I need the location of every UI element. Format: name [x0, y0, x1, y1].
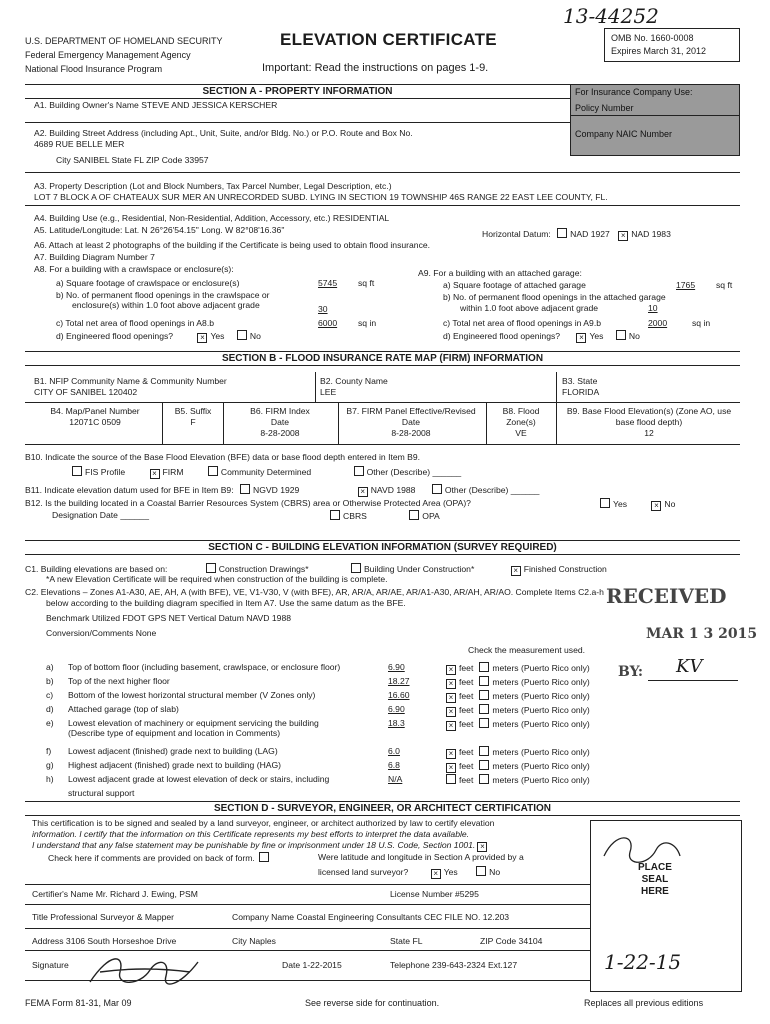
- meters-checkbox[interactable]: [479, 774, 489, 784]
- meters-label: meters (Puerto Rico only): [492, 775, 590, 785]
- omb-box: [604, 28, 740, 62]
- latlong-q2-label: licensed land surveyor?: [318, 867, 409, 877]
- meters-checkbox[interactable]: [479, 704, 489, 714]
- a2-address-value: 4689 RUE BELLE MER: [34, 139, 125, 149]
- elevation-label: Top of bottom floor (including basement, crawlspace, or enclosure floor): [68, 662, 341, 672]
- c1-note: *A new Elevation Certificate will be required when construction of the building is complete.: [46, 574, 388, 584]
- b8-value: VE: [515, 428, 527, 438]
- a2-city-state-zip: City SANIBEL State FL ZIP Code 33957: [56, 155, 209, 165]
- elevation-letter: h): [46, 774, 54, 784]
- latlong-no-label: No: [489, 867, 501, 877]
- b8-cell: [490, 406, 552, 439]
- b1-label: B1. NFIP Community Name & Community Number: [34, 376, 227, 386]
- meters-label: meters (Puerto Rico only): [492, 691, 590, 701]
- elevation-letter: f): [46, 746, 52, 756]
- a9a-label: a) Square footage of attached garage: [443, 280, 586, 290]
- a9c-value: 2000: [648, 318, 668, 328]
- latlong-q1: Were latitude and longitude in Section A provided by a: [318, 852, 524, 862]
- b3-label: B3. State: [562, 376, 598, 386]
- place-seal-line: HERE: [641, 886, 669, 897]
- a8c-value: 6000: [318, 318, 338, 328]
- a7-diagram: A7. Building Diagram Number 7: [34, 252, 155, 262]
- a8d-no-label: No: [249, 331, 261, 341]
- comments-checkbox[interactable]: [259, 852, 269, 862]
- a9b-label2: within 1.0 foot above adjacent grade: [460, 303, 599, 313]
- feet-label: feet: [459, 691, 474, 701]
- b7-label: B7. FIRM Panel Effective/Revised Date: [346, 406, 476, 427]
- cert-text-1: This certification is to be signed and sealed by a land surveyor, engineer, or architect authorized by law to certify elevation: [32, 818, 495, 828]
- elevation-value: 18.3: [388, 718, 405, 728]
- b8-label: B8. Flood Zone(s): [502, 406, 540, 427]
- section-a-title: SECTION A - PROPERTY INFORMATION: [25, 84, 570, 99]
- feet-checkbox[interactable]: ×: [446, 693, 456, 703]
- a9d-no-label: No: [628, 331, 640, 341]
- elevation-label: Bottom of the lowest horizontal structural member (V Zones only): [68, 690, 316, 700]
- b12-yes-label: Yes: [613, 499, 628, 509]
- section-d-title: SECTION D - SURVEYOR, ENGINEER, OR ARCHITECT CERTIFICATION: [25, 801, 740, 816]
- agency-line: U.S. DEPARTMENT OF HOMELAND SECURITY: [25, 36, 223, 46]
- insurance-use-label: For Insurance Company Use:: [575, 87, 693, 97]
- a5-latlong: A5. Latitude/Longitude: Lat. N 26°26'54.15" Long. W 82°08'16.36": [34, 225, 285, 235]
- agency-line: National Flood Insurance Program: [25, 64, 163, 74]
- a9a-value: 1765: [676, 280, 696, 290]
- cbrs-opa: [330, 510, 440, 521]
- meters-label: meters (Puerto Rico only): [492, 677, 590, 687]
- omb-expires: Expires March 31, 2012: [611, 46, 707, 56]
- elevation-letter: g): [46, 760, 54, 770]
- received-date: MAR 1 3 2015: [646, 626, 758, 642]
- feet-label: feet: [459, 705, 474, 715]
- community-checkbox[interactable]: [208, 466, 218, 476]
- elevation-label: Highest adjacent (finished) grade next to building (HAG): [68, 760, 282, 770]
- firm-checkbox[interactable]: ×: [150, 469, 160, 479]
- other-datum-label: Other (Describe) ______: [444, 485, 540, 495]
- seal-signature-scribble: [596, 826, 686, 876]
- a9d-yes-label: Yes: [589, 331, 604, 341]
- place-seal-line: SEAL: [641, 874, 669, 885]
- a9d: [443, 330, 640, 343]
- finished-construction-label: Finished Construction: [523, 564, 607, 574]
- navd-label: NAVD 1988: [370, 485, 416, 495]
- license-number: License Number #5295: [390, 889, 479, 899]
- meters-label: meters (Puerto Rico only): [492, 747, 590, 757]
- omb-number: OMB No. 1660-0008: [611, 33, 694, 43]
- latlong-q2-row: [318, 866, 500, 879]
- address: Address 3106 South Horseshoe Drive: [32, 936, 177, 946]
- zip-code: ZIP Code 34104: [480, 936, 543, 946]
- latlong-yes-checkbox[interactable]: ×: [431, 869, 441, 879]
- received-by: BY:: [618, 664, 644, 680]
- a9b-label: b) No. of permanent flood openings in the attached garage: [443, 292, 666, 302]
- naic-number-label: Company NAIC Number: [575, 129, 673, 139]
- b9-value: 12: [644, 428, 654, 438]
- elevation-unit: [446, 690, 590, 703]
- signature-label: Signature: [32, 960, 69, 970]
- a9d-label: d) Engineered flood openings?: [443, 331, 561, 341]
- nad1927-checkbox[interactable]: [557, 228, 567, 238]
- elevation-unit: [446, 760, 590, 773]
- b6-value: 8-28-2008: [260, 428, 300, 438]
- a8d: [56, 330, 261, 343]
- cert-text-3: [32, 840, 490, 852]
- under-construction-label: Building Under Construction*: [363, 564, 475, 574]
- b4-label: B4. Map/Panel Number: [50, 406, 140, 416]
- b5-value: F: [190, 417, 196, 427]
- latlong-yes-label: Yes: [443, 867, 458, 877]
- city: City Naples: [232, 936, 276, 946]
- community-label: Community Determined: [220, 467, 312, 477]
- b12-no-checkbox[interactable]: ×: [651, 501, 661, 511]
- b7-cell: [340, 406, 482, 439]
- nad1983-checkbox[interactable]: ×: [618, 231, 628, 241]
- seal-hand-date: 1-22-15: [604, 950, 682, 974]
- a8d-label: d) Engineered flood openings?: [56, 331, 174, 341]
- meters-label: meters (Puerto Rico only): [492, 705, 590, 715]
- fis-profile-label: FIS Profile: [85, 467, 126, 477]
- telephone: Telephone 239-643-2324 Ext.127: [390, 960, 518, 970]
- a8-label: A8. For a building with a crawlspace or enclosure(s):: [34, 264, 234, 274]
- c2h-sub: structural support: [68, 788, 135, 798]
- a8d-yes-checkbox[interactable]: ×: [197, 333, 207, 343]
- ngvd-label: NGVD 1929: [252, 485, 300, 495]
- opa-label: OPA: [422, 511, 440, 521]
- signature-scribble: [80, 942, 210, 998]
- b10-options: [72, 466, 461, 479]
- b4-value: 12071C 0509: [69, 417, 121, 427]
- a8a-label: a) Square footage of crawlspace or enclosure(s): [56, 278, 240, 288]
- received-initials: KV: [676, 656, 703, 677]
- feet-checkbox[interactable]: [446, 774, 456, 784]
- nad1927-label: NAD 1927: [570, 229, 610, 239]
- b12-yes-checkbox[interactable]: [600, 498, 610, 508]
- a8a-unit: sq ft: [358, 278, 375, 288]
- a4-building-use: A4. Building Use (e.g., Residential, Non-Residential, Addition, Accessory, etc.) RESIDENTIAL: [34, 213, 390, 223]
- other-datum-checkbox[interactable]: [432, 484, 442, 494]
- meters-checkbox[interactable]: [479, 760, 489, 770]
- continuation-note: See reverse side for continuation.: [305, 998, 440, 1008]
- a8b-label: b) No. of permanent flood openings in the crawlspace or: [56, 290, 270, 300]
- meters-checkbox[interactable]: [479, 690, 489, 700]
- handwritten-number: 13-44252: [563, 4, 659, 28]
- benchmark: Benchmark Utilized FDOT GPS NET Vertical Datum NAVD 1988: [46, 613, 292, 623]
- a9d-yes-checkbox[interactable]: ×: [576, 333, 586, 343]
- a3-label: A3. Property Description (Lot and Block Numbers, Tax Parcel Number, Legal Description, etc.): [34, 181, 392, 191]
- instructions-note: Important: Read the instructions on pages 1-9.: [262, 62, 489, 74]
- a8d-yes-label: Yes: [210, 331, 225, 341]
- elevation-value: 6.90: [388, 662, 405, 672]
- received-stamp: RECEIVED: [606, 584, 727, 608]
- b11-label: B11. Indicate elevation datum used for BFE in Item B9:: [25, 485, 234, 495]
- elevation-value: 18.27: [388, 676, 410, 686]
- a1-owner: A1. Building Owner's Name STEVE AND JESSICA KERSCHER: [34, 100, 278, 110]
- a8b-label2: enclosure(s) within 1.0 foot above adjacent grade: [72, 300, 260, 310]
- form-number: FEMA Form 81-31, Mar 09: [25, 998, 132, 1008]
- elevation-value: 6.8: [388, 760, 400, 770]
- ngvd-checkbox[interactable]: [240, 484, 250, 494]
- elevation-unit: [446, 676, 590, 689]
- b2-label: B2. County Name: [320, 376, 388, 386]
- state: State FL: [390, 936, 423, 946]
- construction-drawings-label: Construction Drawings*: [218, 564, 309, 574]
- cbrs-label: CBRS: [343, 511, 367, 521]
- a6-photos: A6. Attach at least 2 photographs of the building if the Certificate is being used to obtain flood insurance.: [34, 240, 431, 250]
- a8c-unit: sq in: [358, 318, 377, 328]
- a2-address-label: A2. Building Street Address (including Apt., Unit, Suite, and/or Bldg. No.) or P.O. Route and Box No.: [34, 128, 413, 138]
- elevation-label: Lowest adjacent grade at lowest elevation of deck or stairs, including: [68, 774, 330, 784]
- elevation-label: Lowest elevation of machinery or equipment servicing the building: [68, 718, 319, 728]
- c1-label: C1. Building elevations are based on:: [25, 564, 168, 574]
- b12-answer: [600, 498, 675, 511]
- replaces-note: Replaces all previous editions: [584, 998, 704, 1008]
- meters-label: meters (Puerto Rico only): [492, 719, 590, 729]
- cert-acknowledge-checkbox[interactable]: ×: [477, 842, 487, 852]
- feet-checkbox[interactable]: ×: [446, 707, 456, 717]
- feet-label: feet: [459, 761, 474, 771]
- elevation-unit: [446, 746, 590, 759]
- feet-label: feet: [459, 719, 474, 729]
- elevation-letter: a): [46, 662, 54, 672]
- meters-label: meters (Puerto Rico only): [492, 761, 590, 771]
- a8d-no-checkbox[interactable]: [237, 330, 247, 340]
- feet-checkbox[interactable]: ×: [446, 721, 456, 731]
- elevation-letter: e): [46, 718, 54, 728]
- c2e-sub: (Describe type of equipment and location in Comments): [68, 728, 281, 738]
- b3-value: FLORIDA: [562, 387, 600, 397]
- c2-line2: below according to the building diagram specified in Item A7. Use the same datum as the BFE.: [46, 598, 406, 608]
- elevation-letter: c): [46, 690, 54, 700]
- a9d-no-checkbox[interactable]: [616, 330, 626, 340]
- company-name: Company Name Coastal Engineering Consultants CEC FILE NO. 12.203: [232, 912, 510, 922]
- firm-label: FIRM: [162, 467, 184, 477]
- feet-checkbox[interactable]: ×: [446, 665, 456, 675]
- elevation-value: 6.90: [388, 704, 405, 714]
- meters-label: meters (Puerto Rico only): [492, 663, 590, 673]
- a8c-label: c) Total net area of flood openings in A8.b: [56, 318, 214, 328]
- cert-text-2: information. I certify that the information on this Certificate represents my best efforts to interpret the data available.: [32, 829, 470, 839]
- elevation-letter: d): [46, 704, 54, 714]
- opa-checkbox[interactable]: [409, 510, 419, 520]
- agency-line: Federal Emergency Management Agency: [25, 50, 191, 60]
- feet-checkbox[interactable]: ×: [446, 679, 456, 689]
- b2-value: LEE: [320, 387, 337, 397]
- b6-label: B6. FIRM Index Date: [250, 406, 310, 427]
- b12-no-label: No: [664, 499, 676, 509]
- elevation-value: 6.0: [388, 746, 400, 756]
- a9c-label: c) Total net area of flood openings in A9.b: [443, 318, 601, 328]
- elevation-letter: b): [46, 676, 54, 686]
- nad1983-label: NAD 1983: [631, 229, 671, 239]
- a8a-value: 5745: [318, 278, 338, 288]
- meters-checkbox[interactable]: [479, 676, 489, 686]
- feet-checkbox[interactable]: ×: [446, 763, 456, 773]
- elevation-unit: [446, 718, 590, 731]
- other-source-label: Other (Describe) ______: [366, 467, 462, 477]
- c2-label: C2. Elevations – Zones A1-A30, AE, AH, A (with BFE), VE, V1-V30, V (with BFE), AR, AR/A, AR/AE, AR/A1-A30, AR/AH, AR/AO. Complete Items C2.a-h: [25, 587, 604, 597]
- a3-value: LOT 7 BLOCK A OF CHATEAUX SUR MER AN UNRECORDED SUBD. LYING IN SECTION 19 TOWNSHIP 46S RANGE 22 EAST LEE COUNTY, FL.: [34, 192, 608, 202]
- feet-label: feet: [459, 775, 474, 785]
- construction-drawings-checkbox[interactable]: [206, 563, 216, 573]
- b1-value: CITY OF SANIBEL 120402: [34, 387, 138, 397]
- finished-construction-checkbox[interactable]: ×: [511, 566, 521, 576]
- cert-text-3-label: I understand that any false statement may be punishable by fine or imprisonment under 18 U.S. Code, Section 1001.: [32, 840, 476, 850]
- meters-checkbox[interactable]: [479, 662, 489, 672]
- feet-label: feet: [459, 677, 474, 687]
- feet-checkbox[interactable]: ×: [446, 749, 456, 759]
- elevation-value: N/A: [388, 774, 403, 784]
- a8b-value: 30: [318, 304, 328, 314]
- b12-label: B12. Is the building located in a Coastal Barrier Resources System (CBRS) area or Otherwise Protected Area (OPA)?: [25, 498, 471, 508]
- a9c-unit: sq in: [692, 318, 711, 328]
- b5-label: B5. Suffix: [174, 406, 212, 416]
- other-source-checkbox[interactable]: [354, 466, 364, 476]
- a9b-value: 10: [648, 303, 658, 313]
- certifier-name: Certifier's Name Mr. Richard J. Ewing, PSM: [32, 889, 198, 899]
- elevation-value: 16.60: [388, 690, 410, 700]
- b6-cell: [240, 406, 320, 439]
- comments-check: [48, 852, 272, 863]
- meters-checkbox[interactable]: [479, 718, 489, 728]
- agency-block: [25, 34, 223, 76]
- policy-number-label: Policy Number: [575, 103, 634, 113]
- place-seal-line: PLACE: [638, 862, 672, 873]
- conversion-comments: Conversion/Comments None: [46, 628, 157, 638]
- b9-cell: [560, 406, 738, 439]
- feet-label: feet: [459, 663, 474, 673]
- a9a-unit: sq ft: [716, 280, 733, 290]
- b5-cell: [163, 406, 223, 428]
- b11: [25, 484, 539, 497]
- insurance-use-box: [570, 84, 740, 156]
- elevation-label: Lowest adjacent (finished) grade next to building (LAG): [68, 746, 278, 756]
- cbrs-checkbox[interactable]: [330, 510, 340, 520]
- signature-date: Date 1-22-2015: [282, 960, 342, 970]
- navd-checkbox[interactable]: ×: [358, 487, 368, 497]
- section-b-title: SECTION B - FLOOD INSURANCE RATE MAP (FIRM) INFORMATION: [25, 351, 740, 366]
- elevation-unit: [446, 774, 590, 785]
- a9-label: A9. For a building with an attached garage:: [418, 268, 582, 278]
- b10-label: B10. Indicate the source of the Base Flood Elevation (BFE) data or base flood depth entered in Item B9.: [25, 452, 421, 462]
- under-construction-checkbox[interactable]: [351, 563, 361, 573]
- elevation-label: Top of the next higher floor: [68, 676, 170, 686]
- form-title: ELEVATION CERTIFICATE: [280, 30, 497, 49]
- horizontal-datum: [482, 228, 671, 241]
- b7-value: 8-28-2008: [391, 428, 431, 438]
- certifier-title: Title Professional Surveyor & Mapper: [32, 912, 175, 922]
- b9-label: B9. Base Flood Elevation(s) (Zone AO, use base flood depth): [566, 406, 732, 427]
- check-measurement: Check the measurement used.: [468, 645, 586, 655]
- datum-label: Horizontal Datum:: [482, 229, 551, 239]
- elevation-unit: [446, 704, 590, 717]
- designation-date: Designation Date ______: [52, 510, 149, 520]
- elevation-label: Attached garage (top of slab): [68, 704, 179, 714]
- fis-profile-checkbox[interactable]: [72, 466, 82, 476]
- b4-cell: [30, 406, 160, 428]
- feet-label: feet: [459, 747, 474, 757]
- section-c-title: SECTION C - BUILDING ELEVATION INFORMATION (SURVEY REQUIRED): [25, 540, 740, 555]
- comments-check-label: Check here if comments are provided on back of form.: [48, 853, 255, 863]
- meters-checkbox[interactable]: [479, 746, 489, 756]
- elevation-unit: [446, 662, 590, 675]
- latlong-no-checkbox[interactable]: [476, 866, 486, 876]
